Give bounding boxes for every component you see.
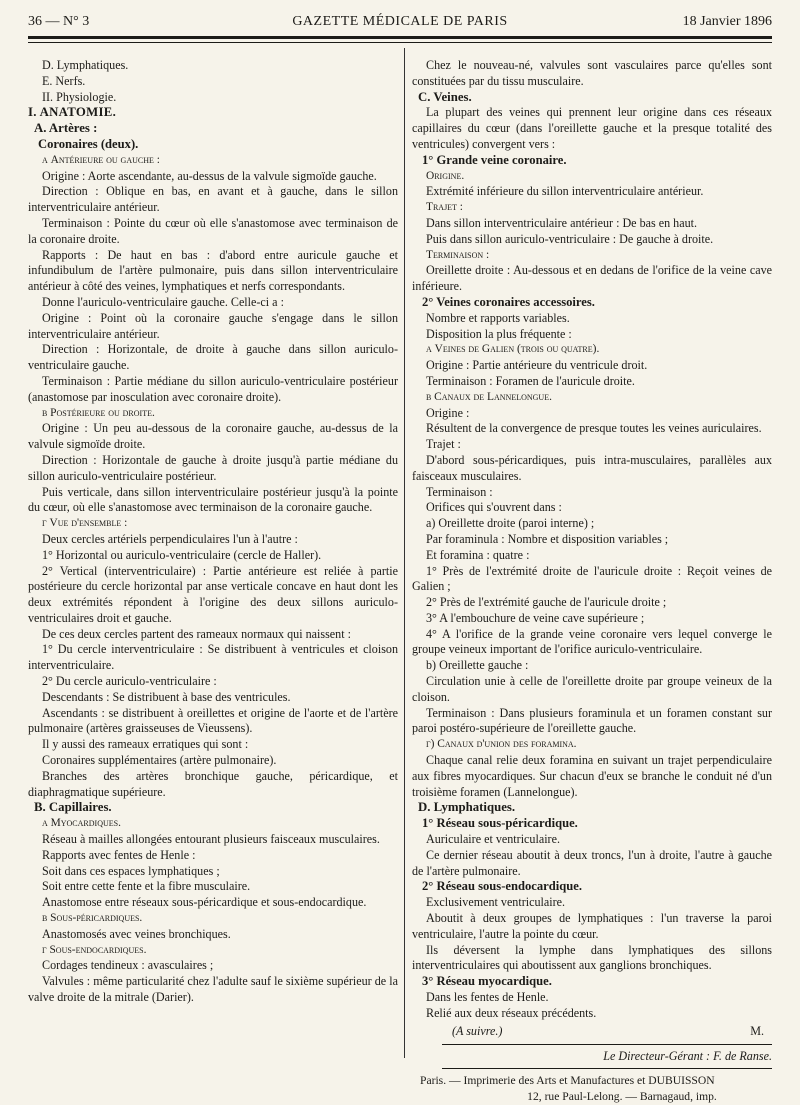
paragraph: Puis dans sillon auriculo-ventriculaire : De gauche à droite.	[426, 231, 714, 246]
footer-rule-2	[442, 1068, 772, 1069]
paragraph: Origine : Partie antérieure du ventricule droit.	[426, 358, 648, 373]
paragraph: D. Lymphatiques.	[418, 800, 516, 815]
paragraph: De ces deux cercles partent des rameaux normaux qui naissent :	[42, 626, 351, 641]
paragraph: γ) Canaux d'union des foramina.	[426, 738, 577, 751]
footer-rule-1	[442, 1044, 772, 1045]
page-number: 36 — N° 3	[28, 14, 90, 29]
paragraph: Chaque canal relie deux foramina en suivant un trajet perpendiculaire aux fibres myocardiques. Sur chacun d'eux se branche le conduit né d'un troisième foramen (Lannelongue).	[412, 753, 772, 799]
paragraph: α Veines de Galien (trois ou quatre).	[426, 343, 600, 356]
paragraph: b) Oreillette gauche :	[426, 658, 529, 673]
paragraph: Circulation unie à celle de l'oreillette droite par groupe veineux de la cloison.	[412, 674, 772, 704]
paragraph: 3° Réseau myocardique.	[422, 974, 552, 989]
paragraph: Terminaison : Pointe du cœur où elle s'anastomose avec terminaison de la coronaire droite.	[28, 215, 398, 246]
paragraph: Direction : Horizontale, de droite à gauche dans sillon auriculo-ventriculaire gauche.	[28, 342, 398, 373]
header-rule-thick	[28, 36, 772, 39]
paragraph: 1° Horizontal ou auriculo-ventriculaire (cercle de Haller).	[42, 547, 322, 562]
printer-line-2: 12, rue Paul-Lelong. — Barnagaud, imp.	[527, 1090, 717, 1104]
paragraph: Terminaison : Foramen de l'auricule droite.	[426, 373, 635, 388]
paragraph: Terminaison : Partie médiane du sillon auriculo-ventriculaire postérieur (anastomose par inosculation avec coronaire droite).	[28, 373, 398, 404]
paragraph: E. Nerfs.	[42, 73, 86, 88]
paragraph: β Canaux de Lannelongue.	[426, 390, 552, 403]
paragraph: 3° A l'embouchure de veine cave supérieure ;	[426, 610, 645, 625]
paragraph: Oreillette droite : Au-dessous et en dedans de l'orifice de la veine cave inférieure.	[412, 263, 772, 294]
paragraph: Trajet :	[426, 437, 461, 452]
paragraph: 1° Grande veine coronaire.	[422, 152, 567, 167]
paragraph: Dans les fentes de Henle.	[426, 990, 549, 1005]
paragraph: 2° Réseau sous-endocardique.	[422, 879, 583, 894]
paragraph: Orifices qui s'ouvrent dans :	[426, 500, 562, 515]
page-header	[28, 14, 772, 32]
paragraph: Direction : Oblique en bas, en avant et à gauche, dans le sillon interventriculaire antérieur.	[28, 184, 398, 215]
paragraph: Valvules : même particularité chez l'adulte sauf le sixième supérieur de la valve droite de la mitrale (Darier).	[28, 974, 398, 1005]
paragraph: I. ANATOMIE.	[28, 105, 117, 120]
paragraph: Auriculaire et ventriculaire.	[426, 832, 560, 847]
to-be-continued: (A suivre.)	[452, 1023, 503, 1038]
paragraph: γ Vue d'ensemble :	[42, 517, 128, 530]
paragraph: Descendants : Se distribuent à base des ventricules.	[42, 689, 291, 704]
paragraph: 2° Près de l'extrémité gauche de l'auricule droite ;	[426, 595, 667, 610]
column-divider	[404, 48, 405, 1058]
paragraph: Origine :	[426, 405, 470, 420]
paragraph: Rapports avec fentes de Henle :	[42, 847, 196, 862]
paragraph: Par foraminula : Nombre et disposition variables ;	[426, 531, 669, 546]
paragraph: Origine : Point où la coronaire gauche s'engage dans le sillon interventriculaire antérieur.	[28, 310, 398, 341]
printer-line-1: Paris. — Imprimerie des Arts et Manufactures et DUBUISSON	[420, 1074, 715, 1088]
paragraph: Terminaison :	[426, 484, 493, 499]
paragraph: Origine.	[426, 169, 465, 182]
paragraph: Soit entre cette fente et la fibre musculaire.	[42, 879, 251, 894]
paragraph: 1° Réseau sous-péricardique.	[422, 816, 578, 831]
right-column	[412, 58, 772, 1105]
paragraph: Rapports : De haut en bas : d'abord entre auricule gauche et infundibulum de l'artère pulmonaire, puis dans sillon interventriculaire antérieur à côté des veines, lymphatiques et nerfs correspondants.	[28, 247, 398, 294]
paragraph: 1° Près de l'extrémité droite de l'auricule droite : Reçoit veines de Galien ;	[412, 563, 772, 594]
paragraph: 2° Du cercle auriculo-ventriculaire :	[42, 674, 217, 689]
paragraph: Coronaires (deux).	[38, 136, 139, 151]
directeur-gerant: Le Directeur-Gérant : F. de Ranse.	[603, 1048, 772, 1063]
paragraph: γ Sous-endocardiques.	[42, 943, 147, 956]
paragraph: Anastomosés avec veines bronchiques.	[42, 926, 231, 941]
paragraph: Dans sillon interventriculaire antérieur : De bas en haut.	[426, 215, 698, 230]
paragraph: a) Oreillette droite (paroi interne) ;	[426, 516, 595, 531]
right-column-body	[412, 58, 772, 1022]
paragraph: 1° Du cercle interventriculaire : Se distribuent à ventricules et cloison interventriculaire.	[28, 642, 398, 673]
paragraph: Ils déversent la lymphe dans lymphatiques des sillons interventriculaires qui aboutissent aux ganglions bronchiques.	[412, 942, 772, 973]
paragraph: Soit dans ces espaces lymphatiques ;	[42, 863, 220, 878]
left-column	[28, 58, 398, 1006]
paragraph: Terminaison :	[426, 248, 490, 261]
paragraph: Exclusivement ventriculaire.	[426, 895, 566, 910]
paragraph: Extrémité inférieure du sillon interventriculaire antérieur.	[426, 184, 704, 199]
paragraph: 4° A l'orifice de la grande veine coronaire vers lequel converge le groupe veineux important de l'orifice auriculo-ventriculaire.	[412, 626, 772, 657]
paragraph: Donne l'auriculo-ventriculaire gauche. Celle-ci a :	[42, 294, 284, 309]
paragraph: Origine : Aorte ascendante, au-dessus de la valvule sigmoïde gauche.	[42, 168, 377, 183]
paragraph: Réseau à mailles allongées entourant plusieurs faisceaux musculaires.	[42, 832, 380, 847]
paragraph: Résultent de la convergence de presque toutes les veines auriculaires.	[426, 421, 762, 436]
paragraph: Relié aux deux réseaux précédents.	[426, 1005, 597, 1020]
paragraph: Aboutit à deux groupes de lymphatiques : l'un traverse la paroi ventriculaire, l'autre la pointe du cœur.	[412, 911, 772, 941]
paragraph: La plupart des veines qui prennent leur origine dans ces réseaux capillaires du cœur (dans l'oreillette gauche et la presque totalité des ventricules) convergent vers :	[412, 105, 772, 151]
paragraph: 2° Vertical (interventriculaire) : Partie antérieure est reliée à partie postérieure du cercle horizontal par anse verticale concave en haut dont les deux extrémités répondent à l'origine des deux sillons auriculo-ventriculaires droit et gauche.	[28, 563, 398, 625]
paragraph: Branches des artères bronchique gauche, péricardique, et diaphragmatique supérieure.	[28, 768, 398, 799]
paragraph: Cordages tendineux : avasculaires ;	[42, 958, 214, 973]
paragraph: Coronaires supplémentaires (artère pulmonaire).	[42, 753, 277, 768]
paragraph: Et foramina : quatre :	[426, 547, 530, 562]
issue-date: 18 Janvier 1896	[682, 14, 772, 29]
paragraph: Ce dernier réseau aboutit à deux troncs, l'un à droite, l'autre à gauche de l'artère pulmonaire.	[412, 847, 772, 878]
paragraph: B. Capillaires.	[34, 800, 112, 815]
paragraph: Terminaison : Dans plusieurs foraminula et un foramen constant sur paroi postéro-supérieure de l'oreillette gauche.	[412, 705, 772, 736]
paragraph: C. Veines.	[418, 89, 472, 104]
paragraph: Puis verticale, dans sillon interventriculaire postérieur jusqu'à la pointe du cœur, où elle s'anastomose avec terminaison de la coronaire gauche.	[28, 484, 398, 515]
footer-block	[412, 1024, 772, 1105]
paragraph: 2° Veines coronaires accessoires.	[422, 294, 595, 309]
paragraph: D. Lymphatiques.	[42, 58, 129, 72]
paragraph: Origine : Un peu au-dessous de la coronaire gauche, au-dessus de la valvule sigmoïde droite.	[28, 421, 398, 452]
paragraph: α Antérieure ou gauche :	[42, 153, 160, 166]
paragraph: Trajet :	[426, 201, 463, 214]
paragraph: Chez le nouveau-né, valvules sont vasculaires parce qu'elles sont constituées par du tissu musculaire.	[412, 58, 772, 88]
paragraph: β Sous-péricardiques.	[42, 912, 143, 925]
journal-title: GAZETTE MÉDICALE DE PARIS	[292, 14, 508, 29]
paragraph: Ascendants : se distribuent à oreillettes et origine de l'aorte et de l'artère pulmonaire (artères graisseuses de Vieussens).	[28, 705, 398, 736]
paragraph: α Myocardiques.	[42, 817, 121, 830]
paragraph: β Postérieure ou droite.	[42, 406, 155, 419]
paragraph: II. Physiologie.	[42, 89, 117, 104]
paragraph: Nombre et rapports variables.	[426, 310, 570, 325]
paragraph: A. Artères :	[34, 121, 98, 136]
paragraph: Il y aussi des rameaux erratiques qui sont :	[42, 737, 249, 752]
paragraph: Disposition la plus fréquente :	[426, 326, 572, 341]
author-initial: M.	[750, 1023, 764, 1038]
paragraph: Anastomose entre réseaux sous-péricardique et sous-endocardique.	[42, 895, 367, 910]
paragraph: D'abord sous-péricardiques, puis intra-musculaires, parallèles aux faisceaux musculaires.	[412, 452, 772, 483]
header-rule-thin	[28, 42, 772, 43]
paragraph: Deux cercles artériels perpendiculaires l'un à l'autre :	[42, 531, 298, 546]
paragraph: Direction : Horizontale de gauche à droite jusqu'à partie médiane du sillon auriculo-ventriculaire postérieur.	[28, 452, 398, 483]
